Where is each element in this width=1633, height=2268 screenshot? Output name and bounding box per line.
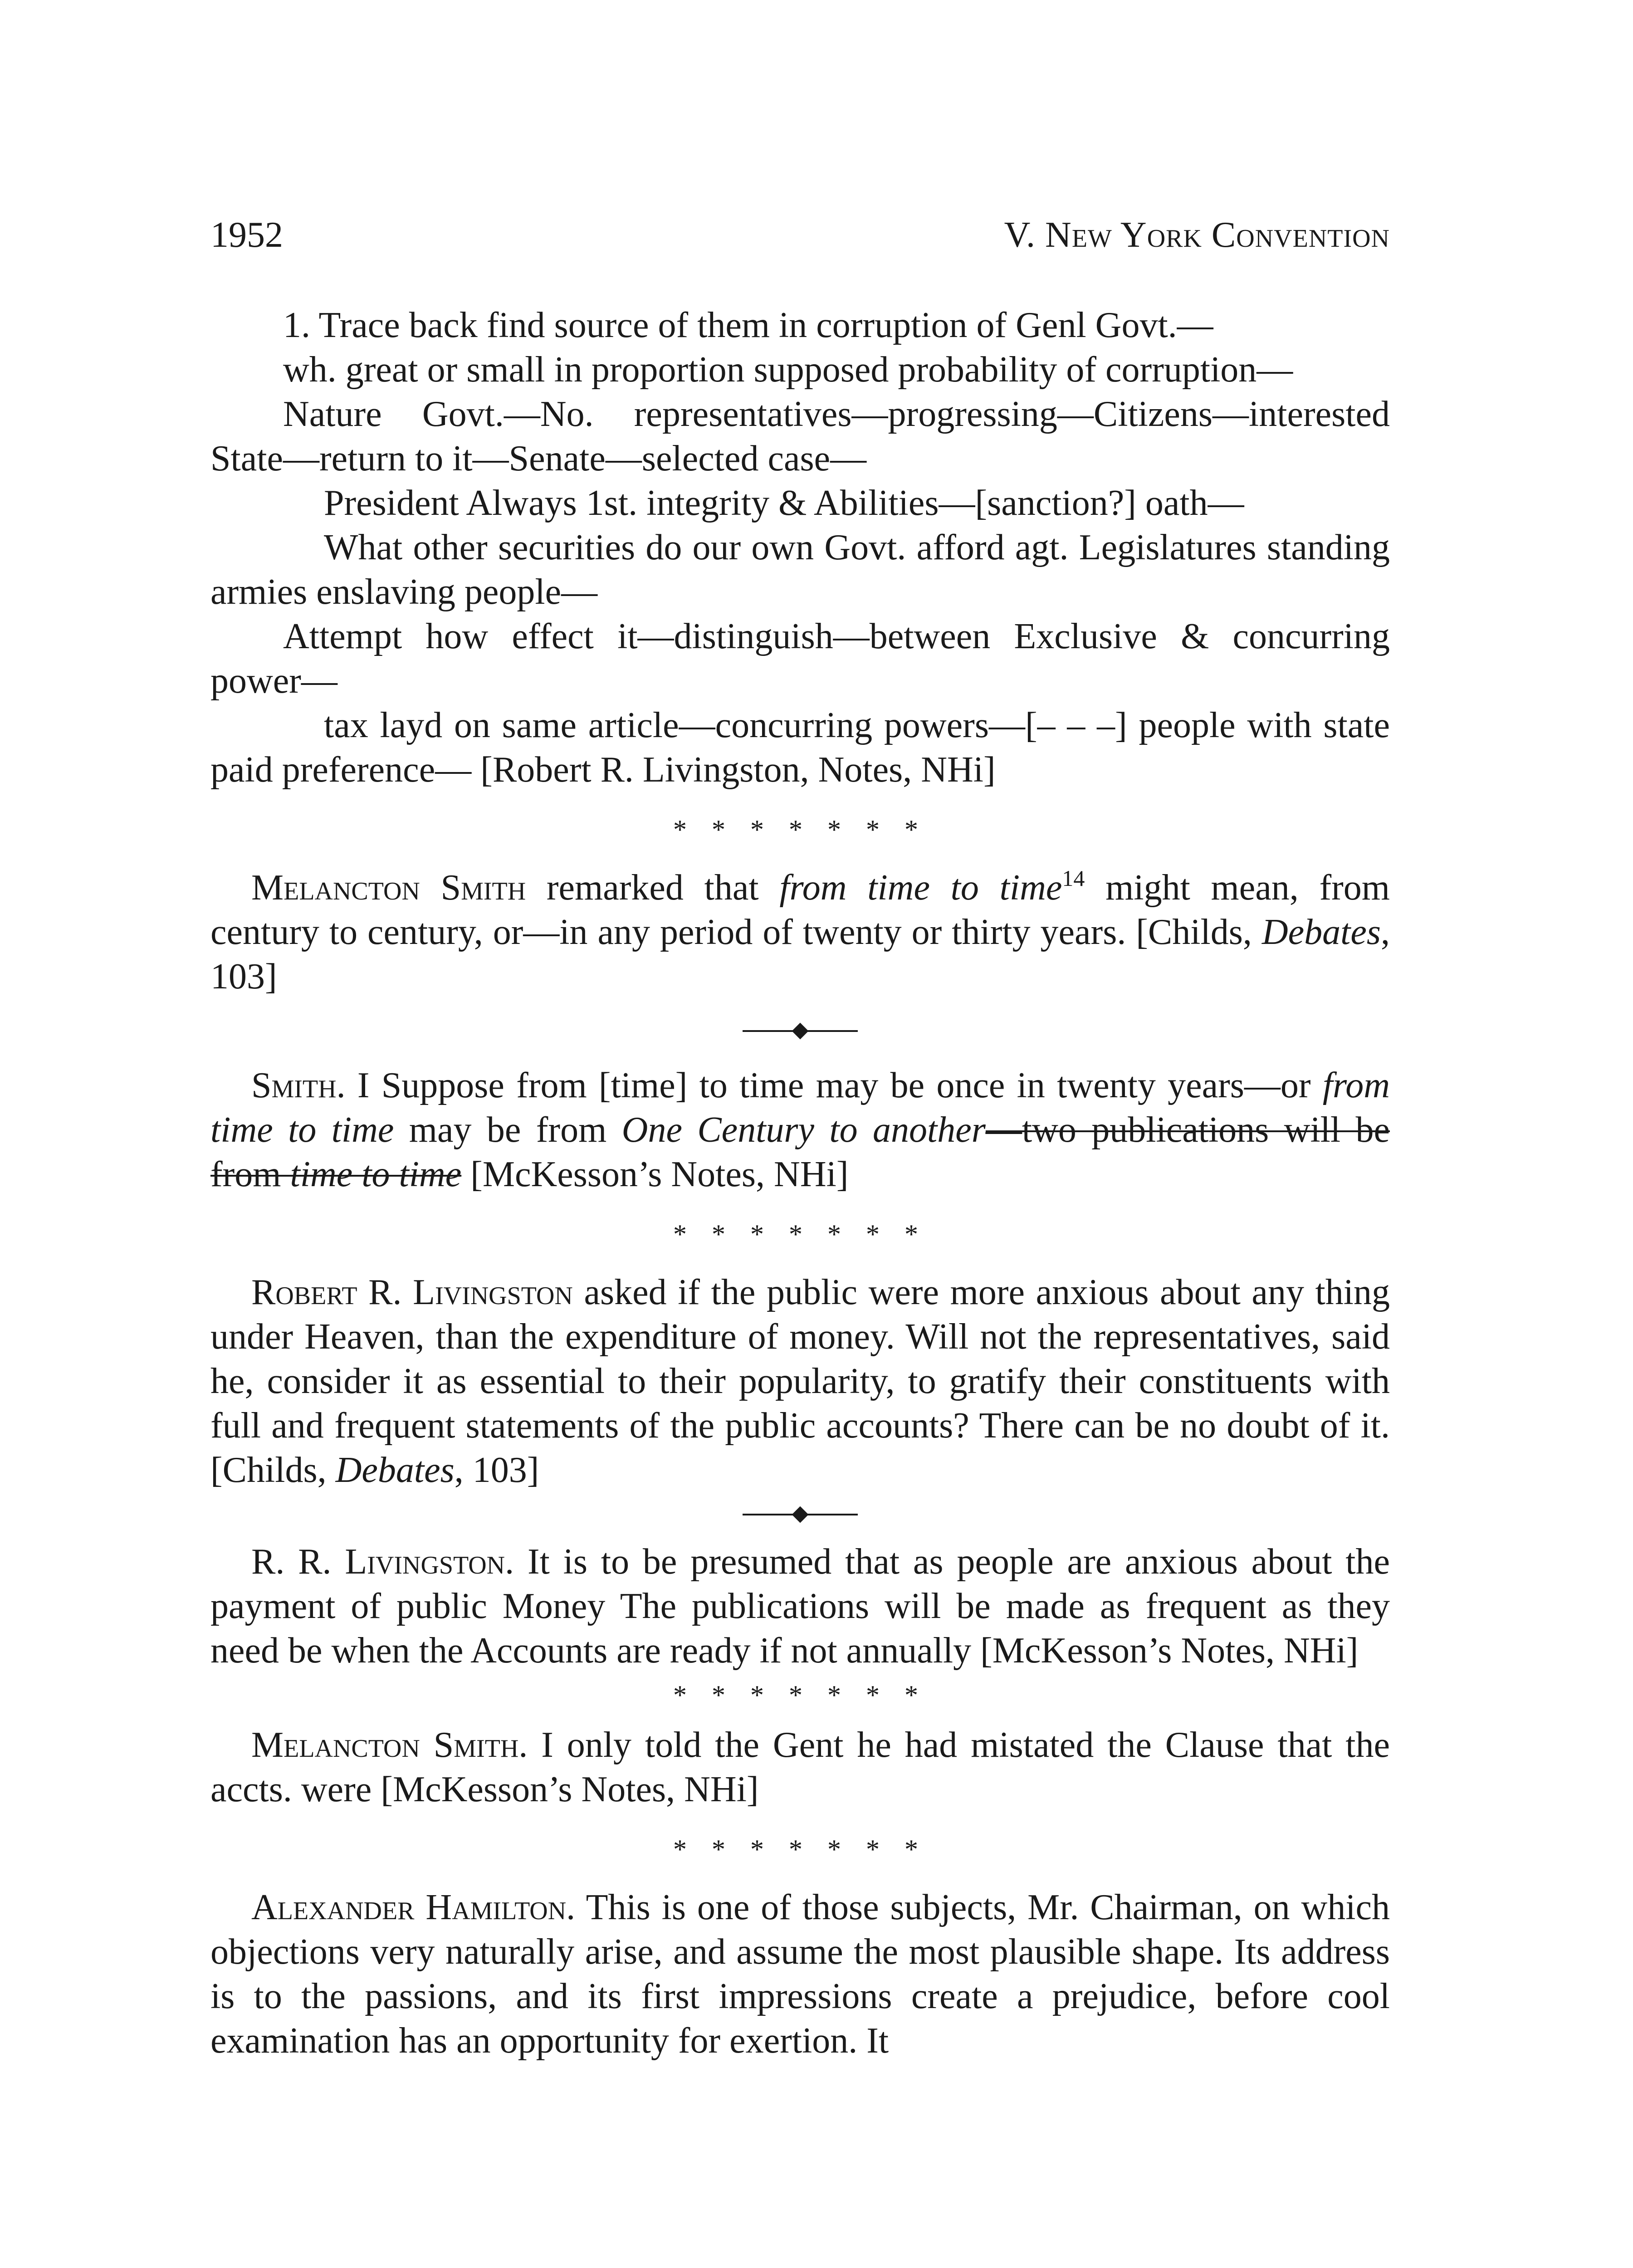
speech-text: . It is to be presumed that as people are anxious about the payment of public Money The publications will be made as frequent as they need be when the Accounts are ready if not annually [McKesson’s Notes, NHi]	[210, 1542, 1390, 1671]
speech-text: . This is one of those subjects, Mr. Chairman, on which objections very naturally arise, and assume the most plausible shape. Its address is to the passions, and its first impressions create a prejudice, before cool examination has an opportunity for exertion. It	[210, 1887, 1390, 2061]
section-separator: * * * * * * *	[673, 815, 927, 845]
speech-text: asked if the public were more anxious about any thing under Heaven, than the expenditure of money. Will not the representatives, said he, consider it as essential to their popularity, to gratify their constituents with full and frequent statements of the public accounts? There can be no doubt of it. [Childs,	[210, 1272, 1390, 1490]
speech-livingston-childs	[210, 1270, 1390, 1492]
diamond-ornament-icon	[792, 1506, 809, 1523]
section-separator: * * * * * * *	[673, 1834, 927, 1864]
section-separator: * * * * * * *	[673, 1680, 927, 1710]
source-title: Debates	[335, 1450, 455, 1490]
livingston-notes	[210, 303, 1390, 792]
speaker-name: Smith	[251, 1066, 337, 1105]
section-separator: * * * * * * *	[673, 1219, 927, 1249]
speech-text: , 103]	[454, 1450, 539, 1490]
emphasized-text: from time to time	[210, 1066, 1390, 1150]
speaker-name: Alexander Hamilton	[251, 1887, 567, 1927]
speech-text: , 103]	[210, 912, 1390, 997]
speech-hamilton	[210, 1885, 1390, 2063]
page-number: 1952	[210, 215, 283, 255]
notes-line: Nature Govt.—No. representatives—progressing—Citizens—interested State—return to it—Senate—selected case—	[210, 394, 1390, 479]
speaker-name: Robert R. Livingston	[251, 1272, 573, 1312]
emphasized-text: from time to time	[779, 868, 1062, 908]
speech-text: might mean, from century to century, or—in any period of twenty or thirty years. [Childs,	[210, 868, 1390, 952]
running-head: V. New York Convention	[1004, 215, 1390, 255]
struck-text: —two publications will be from	[210, 1110, 1390, 1194]
notes-line: wh. great or small in proportion supposed probability of corruption—	[283, 350, 1293, 390]
diamond-ornament-icon	[792, 1023, 809, 1040]
page-header	[210, 212, 1390, 258]
ornament-divider	[210, 1492, 1390, 1537]
speech-text: . I Suppose from [time] to time may be once in twenty years—or	[336, 1066, 1323, 1105]
speech-text: may be from	[394, 1110, 622, 1150]
speaker-name: Melancton Smith	[251, 1725, 519, 1765]
page-body	[210, 303, 1390, 2063]
speaker-name: Melancton Smith	[251, 868, 526, 908]
speech-smith-gent	[210, 1723, 1390, 1812]
notes-line: Attempt how effect it—distinguish—between Exclusive & concurring power—	[210, 616, 1390, 701]
struck-emphasized-text: time to time	[290, 1154, 462, 1194]
ornament-line	[807, 1030, 858, 1032]
speech-text: [McKesson’s Notes, NHi]	[461, 1154, 849, 1194]
ornament-divider	[210, 1009, 1390, 1053]
speech-livingston-mckesson	[210, 1540, 1390, 1673]
notes-line: tax layd on same article—concurring powers—[– – –] people with state paid preference— [Robert R. Livingston, Notes, NHi]	[210, 705, 1390, 790]
ornament-line	[807, 1514, 858, 1515]
speech-smith-childs	[210, 865, 1390, 999]
ornament-line	[743, 1514, 793, 1515]
emphasized-text: One Century to another	[621, 1110, 986, 1150]
ornament-line	[743, 1030, 793, 1032]
speech-text: remarked that	[526, 868, 780, 908]
notes-line: What other securities do our own Govt. afford agt. Legislatures standing armies enslaving people—	[210, 528, 1390, 612]
speech-text: . I only told the Gent he had mistated the Clause that the accts. were [McKesson’s Notes, NHi]	[210, 1725, 1390, 1809]
speaker-name: R. R. Livingston	[251, 1542, 505, 1582]
footnote-reference: 14	[1062, 865, 1085, 891]
notes-line: 1. Trace back find source of them in corruption of Genl Govt.—	[283, 305, 1213, 345]
notes-line: President Always 1st. integrity & Abilities—[sanction?] oath—	[324, 483, 1244, 523]
speech-smith-mckesson	[210, 1063, 1390, 1197]
source-title: Debates	[1261, 912, 1381, 952]
